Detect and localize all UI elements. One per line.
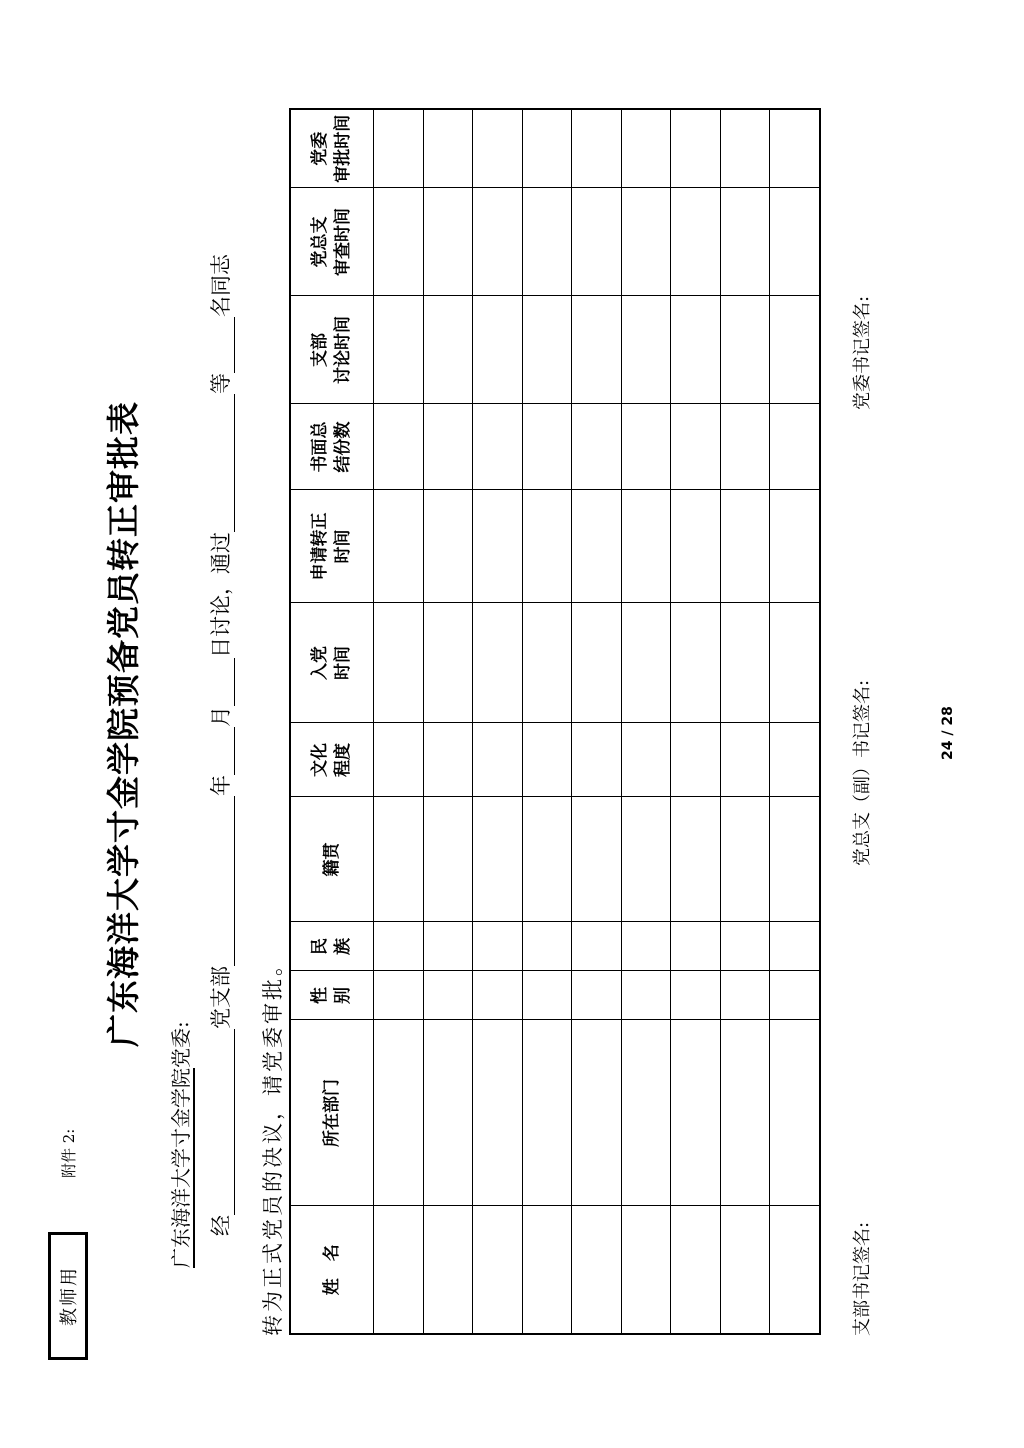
year-blank[interactable] bbox=[210, 796, 235, 966]
table-cell[interactable] bbox=[572, 1206, 622, 1334]
column-header bbox=[290, 723, 374, 797]
table-cell[interactable] bbox=[671, 971, 721, 1020]
table-cell[interactable] bbox=[374, 797, 424, 922]
table-cell[interactable] bbox=[621, 971, 671, 1020]
table-cell[interactable] bbox=[374, 603, 424, 723]
form-title: 广东海洋大学寸金学院预备党员转正审批表 bbox=[104, 401, 143, 1047]
table-cell[interactable] bbox=[671, 603, 721, 723]
table-cell[interactable] bbox=[770, 490, 820, 603]
table-cell[interactable] bbox=[473, 404, 523, 490]
table-cell[interactable] bbox=[374, 723, 424, 797]
approval-table bbox=[289, 108, 821, 1335]
table-cell[interactable] bbox=[671, 1020, 721, 1206]
column-header-text: 族 bbox=[333, 938, 353, 955]
table-cell[interactable] bbox=[374, 188, 424, 296]
table-cell[interactable] bbox=[374, 971, 424, 1020]
table-cell[interactable] bbox=[522, 723, 572, 797]
column-header-text: 民 bbox=[310, 938, 331, 955]
table-cell[interactable] bbox=[621, 603, 671, 723]
branch-secretary-signature: 支部书记签名: bbox=[852, 1221, 873, 1336]
table-row bbox=[473, 109, 523, 1334]
column-header bbox=[290, 1020, 374, 1206]
column-header-text: 籍贯 bbox=[321, 842, 342, 877]
table-row bbox=[423, 109, 473, 1334]
table-cell[interactable] bbox=[671, 296, 721, 404]
table-cell[interactable] bbox=[423, 1206, 473, 1334]
table-cell[interactable] bbox=[671, 188, 721, 296]
approval-line bbox=[205, 254, 235, 1236]
column-header-text: 结份数 bbox=[333, 421, 353, 473]
table-cell[interactable] bbox=[572, 296, 622, 404]
column-header-text: 党委 bbox=[310, 131, 331, 166]
column-header bbox=[290, 971, 374, 1020]
column-header-text: 时间 bbox=[333, 529, 353, 564]
table-cell[interactable] bbox=[572, 490, 622, 603]
table-cell[interactable] bbox=[572, 922, 622, 971]
column-header-text: 姓 名 bbox=[321, 1244, 342, 1296]
table-cell[interactable] bbox=[671, 1206, 721, 1334]
attachment-label: 附件 2: bbox=[60, 1128, 78, 1178]
table-cell[interactable] bbox=[671, 109, 721, 188]
table-cell[interactable] bbox=[572, 109, 622, 188]
committee-label: 党委: bbox=[169, 1021, 193, 1068]
table-cell[interactable] bbox=[473, 603, 523, 723]
table-cell[interactable] bbox=[770, 404, 820, 490]
table-cell[interactable] bbox=[621, 490, 671, 603]
table-row bbox=[671, 109, 721, 1334]
column-header-text: 申请转正 bbox=[310, 512, 331, 581]
table-cell[interactable] bbox=[522, 1020, 572, 1206]
table-cell[interactable] bbox=[720, 109, 770, 188]
table-cell[interactable] bbox=[671, 797, 721, 922]
table-row bbox=[621, 109, 671, 1334]
approval-prefix: 经 bbox=[209, 1215, 233, 1236]
table-cell[interactable] bbox=[621, 723, 671, 797]
column-header bbox=[290, 109, 374, 188]
table-cell[interactable] bbox=[621, 109, 671, 188]
table-cell[interactable] bbox=[720, 971, 770, 1020]
table-cell[interactable] bbox=[621, 797, 671, 922]
etc-label: 等 bbox=[209, 373, 233, 394]
table-cell[interactable] bbox=[720, 1020, 770, 1206]
committee-secretary-signature: 党委书记签名: bbox=[852, 295, 873, 410]
column-header-text: 入党 bbox=[310, 646, 331, 680]
table-header-row bbox=[290, 109, 374, 1334]
table-cell[interactable] bbox=[720, 490, 770, 603]
table-cell[interactable] bbox=[374, 490, 424, 603]
table-cell[interactable] bbox=[473, 797, 523, 922]
table-cell[interactable] bbox=[374, 1206, 424, 1334]
month-label: 月 bbox=[209, 706, 233, 727]
table-cell[interactable] bbox=[522, 188, 572, 296]
table-row bbox=[770, 109, 820, 1334]
table-cell[interactable] bbox=[473, 109, 523, 188]
table-cell[interactable] bbox=[770, 797, 820, 922]
day-blank[interactable] bbox=[210, 658, 235, 706]
column-header-text: 书面总 bbox=[310, 421, 331, 473]
table-cell[interactable] bbox=[423, 109, 473, 188]
column-header bbox=[290, 603, 374, 723]
page-number: 24 / 28 bbox=[940, 706, 956, 760]
table-cell[interactable] bbox=[720, 723, 770, 797]
table-cell[interactable] bbox=[522, 797, 572, 922]
table-cell[interactable] bbox=[572, 971, 622, 1020]
table-cell[interactable] bbox=[423, 723, 473, 797]
table-row bbox=[720, 109, 770, 1334]
table-cell[interactable] bbox=[671, 723, 721, 797]
table-cell[interactable] bbox=[522, 603, 572, 723]
table-cell[interactable] bbox=[572, 1020, 622, 1206]
table-row bbox=[522, 109, 572, 1334]
table-cell[interactable] bbox=[522, 971, 572, 1020]
table-cell[interactable] bbox=[522, 490, 572, 603]
table-cell[interactable] bbox=[522, 109, 572, 188]
table-cell[interactable] bbox=[621, 296, 671, 404]
column-header bbox=[290, 296, 374, 404]
column-header bbox=[290, 490, 374, 603]
table-cell[interactable] bbox=[572, 797, 622, 922]
college-name: 广东海洋大学寸金学院 bbox=[169, 1068, 193, 1268]
column-header-text: 性 bbox=[310, 987, 331, 1004]
table-cell[interactable] bbox=[374, 404, 424, 490]
count-suffix: 名同志 bbox=[209, 254, 233, 317]
table-cell[interactable] bbox=[770, 188, 820, 296]
table-row bbox=[572, 109, 622, 1334]
column-header-text: 文化 bbox=[310, 743, 331, 777]
party-branch-label: 党支部 bbox=[209, 966, 233, 1029]
count-blank[interactable] bbox=[210, 317, 235, 373]
column-header-text: 审查时间 bbox=[333, 208, 353, 276]
table-cell[interactable] bbox=[720, 1206, 770, 1334]
college-line bbox=[165, 1021, 194, 1268]
table-cell[interactable] bbox=[770, 1020, 820, 1206]
request-line: 转为正式党员的决议，请党委审批。 bbox=[261, 952, 285, 1336]
table-cell[interactable] bbox=[423, 188, 473, 296]
table-cell[interactable] bbox=[572, 603, 622, 723]
table-cell[interactable] bbox=[720, 797, 770, 922]
table-cell[interactable] bbox=[473, 1206, 523, 1334]
column-header-text: 所在部门 bbox=[321, 1079, 342, 1147]
table-cell[interactable] bbox=[720, 922, 770, 971]
table-cell[interactable] bbox=[770, 1206, 820, 1334]
table-cell[interactable] bbox=[423, 296, 473, 404]
column-header bbox=[290, 404, 374, 490]
discussed-label: 日讨论，通过 bbox=[209, 532, 233, 658]
column-header-text: 时间 bbox=[333, 646, 353, 680]
table-row bbox=[374, 109, 424, 1334]
year-label: 年 bbox=[209, 775, 233, 796]
table-cell[interactable] bbox=[423, 922, 473, 971]
teacher-use-badge: 教师用 bbox=[48, 1232, 88, 1360]
month-blank[interactable] bbox=[210, 727, 235, 775]
table-cell[interactable] bbox=[770, 603, 820, 723]
column-header bbox=[290, 922, 374, 971]
table-cell[interactable] bbox=[572, 188, 622, 296]
table-cell[interactable] bbox=[522, 296, 572, 404]
table-cell[interactable] bbox=[621, 188, 671, 296]
column-header-text: 支部 bbox=[310, 333, 331, 367]
table-cell[interactable] bbox=[423, 1020, 473, 1206]
table-cell[interactable] bbox=[621, 922, 671, 971]
table-cell[interactable] bbox=[374, 1020, 424, 1206]
table-cell[interactable] bbox=[423, 797, 473, 922]
table-cell[interactable] bbox=[423, 490, 473, 603]
table-cell[interactable] bbox=[473, 188, 523, 296]
table-cell[interactable] bbox=[473, 723, 523, 797]
table-cell[interactable] bbox=[374, 922, 424, 971]
general-branch-secretary-signature: 党总支（副）书记签名: bbox=[852, 679, 873, 866]
table-cell[interactable] bbox=[770, 109, 820, 188]
table-cell[interactable] bbox=[671, 490, 721, 603]
table-cell[interactable] bbox=[621, 1020, 671, 1206]
branch-name-blank[interactable] bbox=[210, 1029, 235, 1215]
table-cell[interactable] bbox=[473, 490, 523, 603]
table-cell[interactable] bbox=[374, 109, 424, 188]
table-cell[interactable] bbox=[423, 603, 473, 723]
table-cell[interactable] bbox=[522, 1206, 572, 1334]
table-cell[interactable] bbox=[374, 296, 424, 404]
table-cell[interactable] bbox=[621, 404, 671, 490]
column-header-text: 审批时间 bbox=[333, 114, 353, 183]
table-cell[interactable] bbox=[770, 296, 820, 404]
table-cell[interactable] bbox=[473, 296, 523, 404]
table-cell[interactable] bbox=[522, 404, 572, 490]
table-cell[interactable] bbox=[522, 922, 572, 971]
table-cell[interactable] bbox=[572, 404, 622, 490]
table-cell[interactable] bbox=[720, 603, 770, 723]
column-header-text: 程度 bbox=[333, 743, 353, 777]
table-cell[interactable] bbox=[572, 723, 622, 797]
column-header bbox=[290, 188, 374, 296]
table-cell[interactable] bbox=[770, 971, 820, 1020]
table-cell[interactable] bbox=[473, 1020, 523, 1206]
column-header-text: 讨论时间 bbox=[333, 316, 353, 384]
table-cell[interactable] bbox=[720, 188, 770, 296]
table-cell[interactable] bbox=[671, 922, 721, 971]
table-cell[interactable] bbox=[423, 971, 473, 1020]
table-cell[interactable] bbox=[720, 404, 770, 490]
column-header bbox=[290, 797, 374, 922]
table-cell[interactable] bbox=[770, 922, 820, 971]
table-cell[interactable] bbox=[621, 1206, 671, 1334]
column-header-text: 党总支 bbox=[310, 216, 331, 268]
table-cell[interactable] bbox=[770, 723, 820, 797]
table-cell[interactable] bbox=[473, 971, 523, 1020]
table-cell[interactable] bbox=[423, 404, 473, 490]
column-header-text: 别 bbox=[333, 987, 353, 1004]
column-header bbox=[290, 1206, 374, 1334]
table-cell[interactable] bbox=[473, 922, 523, 971]
table-cell[interactable] bbox=[720, 296, 770, 404]
table-cell[interactable] bbox=[671, 404, 721, 490]
names-blank[interactable] bbox=[210, 394, 235, 532]
